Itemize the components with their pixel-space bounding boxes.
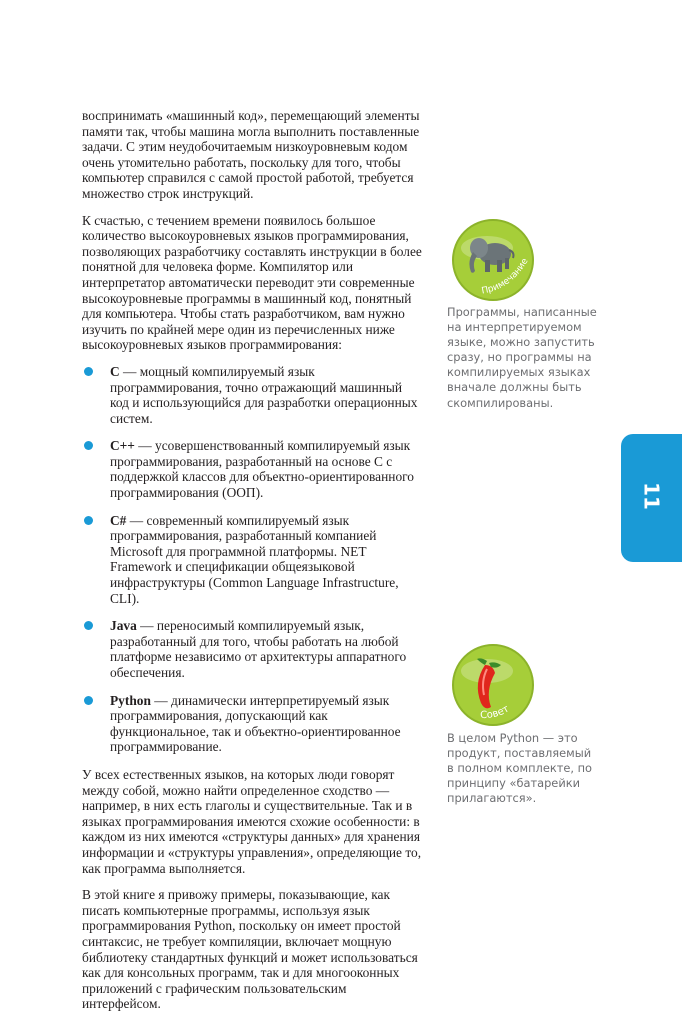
list-text: — усовершенствованный компилируемый язык программирования, разработанный на основе C с поддержкой классов для объектно-ориентированного программирования (ООП). xyxy=(110,438,415,501)
note-sidebar xyxy=(447,305,597,411)
chili-pepper-icon xyxy=(451,643,535,727)
elephant-icon xyxy=(451,218,535,302)
list-term: Python xyxy=(110,692,151,708)
bullet-dot-icon xyxy=(84,516,93,525)
badge-label: Примечание xyxy=(480,256,531,297)
list-item-csharp xyxy=(82,513,422,607)
list-item-c xyxy=(82,364,422,426)
list-item-python xyxy=(82,693,422,755)
paragraph-2: К счастью, с течением времени появилось большое количество высокоуровневых языков программирования, позволяющих разработчику составлять инструкции в более понятной для человека форме. Компилятор или интерпретатор автоматически переводит эти современные высокоуровневые программы в машинный код, понятный для компьютера. Чтобы стать разработчиком, вам нужно изучить по крайней мере один из перечисленных ниже высокоуровневых языков программирования: xyxy=(82,212,422,353)
list-term: C# xyxy=(110,512,127,528)
language-list xyxy=(82,364,422,755)
paragraph-3: У всех естественных языков, на которых люди говорят между собой, можно найти определенное сходство — например, в них есть глаголы и существительные. Так и в языках программирования имеются схожие особенности: в каждом из них имеются «структуры данных» для хранения информации и «структуры управления», определяющие то, как программа выполняется. xyxy=(82,766,422,876)
bullet-dot-icon xyxy=(84,696,93,705)
bullet-dot-icon xyxy=(84,367,93,376)
note-badge xyxy=(451,218,535,302)
list-text: — переносимый компилируемый язык, разработанный для того, чтобы работать на любой платформе независимо от архитектуры аппаратного обеспечения. xyxy=(110,618,407,680)
list-text: — динамически интерпретируемый язык программирования, допускающий как функциональное, так и объектно-ориентированное программирование. xyxy=(110,692,401,755)
tip-text: В целом Python — это продукт, поставляемый в полном комплекте, по принципу «батарейки прилагаются». xyxy=(447,731,593,806)
list-text: — мощный компилируемый язык программирования, точно отражающий машинный код и использующийся для разработки операционных систем. xyxy=(110,363,418,426)
list-text: — современный компилируемый язык программирования, разработанный компанией Microsoft для программной платформы. NET Framework и спецификации общеязыковой инфраструктуры (Common Language Infrastructure, CLI). xyxy=(110,512,399,606)
list-term: C++ xyxy=(110,438,135,454)
badge-label: Совет xyxy=(480,703,512,722)
main-text-column xyxy=(82,108,422,1023)
paragraph-4: В этой книге я привожу примеры, показывающие, как писать компьютерные программы, используя язык программирования Python, поскольку он имеет простой синтаксис, не требует компиляции, включает мощную библиотеку стандартных функций и может использоваться как для консольных программ, так и для многооконных приложений с графическим пользовательским интерфейсом. xyxy=(82,887,418,1012)
page-number: 11 xyxy=(639,482,664,510)
bullet-dot-icon xyxy=(84,441,93,450)
list-item-java xyxy=(82,618,422,680)
list-item-cpp xyxy=(82,438,422,500)
page-tab xyxy=(621,434,682,562)
list-term: C xyxy=(110,363,120,379)
bullet-dot-icon xyxy=(84,621,93,630)
note-text: Программы, написанные на интерпретируемом языке, можно запустить сразу, но программы на компилируемых языках вначале должны быть скомпилированы. xyxy=(447,305,597,410)
list-term: Java xyxy=(110,618,137,634)
tip-badge xyxy=(451,643,535,727)
tip-sidebar xyxy=(447,731,597,806)
paragraph-1: воспринимать «машинный код», перемещающий элементы памяти так, чтобы машина могла выполнить поставленные задачи. С этим неудобочитаемым низкоуровневым кодом очень утомительно работать, поскольку для того, чтобы компьютер справился с самой простой работой, требуется множество строк инструкций. xyxy=(82,108,420,201)
